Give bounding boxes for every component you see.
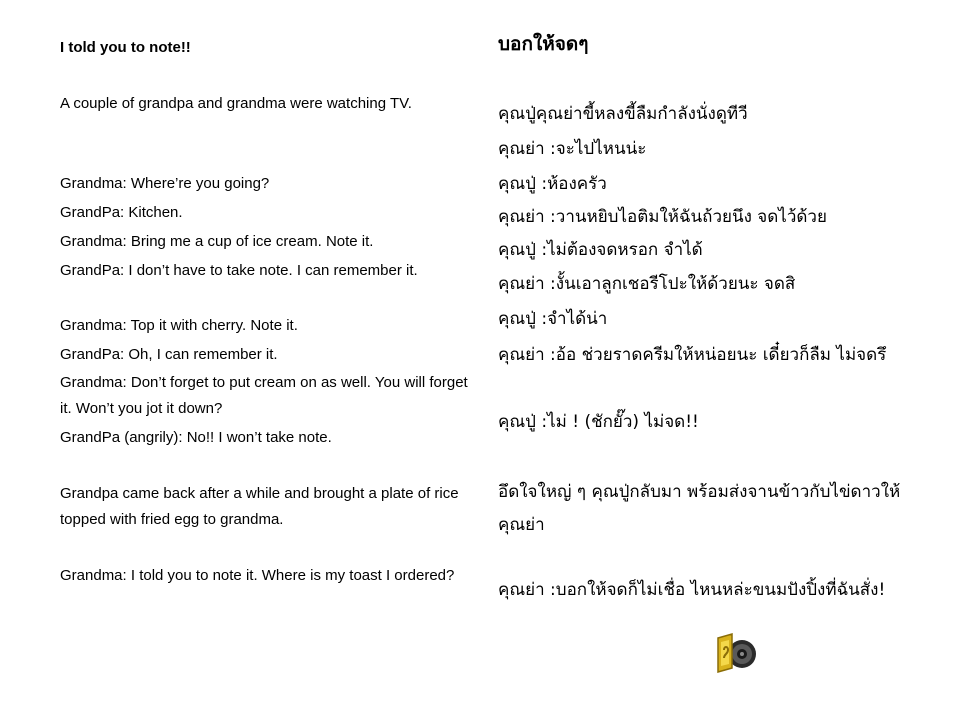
- english-dialogue-6: GrandPa: Oh, I can remember it.: [60, 346, 278, 363]
- thai-dialogue-7: คุณย่า :อ้อ ช่วยราดครีมให้หน่อยนะ เดี๋ยวก็ลืม ไม่จดรึ: [498, 345, 887, 365]
- english-dialogue-4: GrandPa: I don’t have to take note. I can remember it.: [60, 262, 418, 279]
- english-dialogue-3: Grandma: Bring me a cup of ice cream. Note it.: [60, 233, 374, 250]
- english-outro: Grandpa came back after a while and brought a plate of rice topped with fried egg to grandma.: [60, 485, 459, 528]
- english-ending: Grandma: I told you to note it. Where is my toast I ordered?: [60, 567, 455, 584]
- english-intro: A couple of grandpa and grandma were watching TV.: [60, 95, 412, 112]
- thai-dialogue-1: คุณย่า :จะไปไหนน่ะ: [498, 139, 647, 159]
- thai-dialogue-2: คุณปู่ :ห้องครัว: [498, 174, 607, 194]
- english-dialogue-7: Grandma: Don’t forget to put cream on as well. You will forget it. Won’t you jot it down?: [60, 374, 468, 417]
- thai-outro: อึดใจใหญ่ ๆ คุณปู่กลับมา พร้อมส่งจานข้าวกับไข่ดาวให้คุณย่า: [498, 482, 901, 535]
- speaker-icon[interactable]: [712, 628, 760, 676]
- english-dialogue-5: Grandma: Top it with cherry. Note it.: [60, 317, 298, 334]
- thai-dialogue-8: คุณปู่ :ไม่ ! (ชักยั๊ว) ไม่จด!!: [498, 412, 699, 432]
- english-dialogue-2: GrandPa: Kitchen.: [60, 204, 183, 221]
- thai-dialogue-3: คุณย่า :วานหยิบไอติมให้ฉันถ้วยนึง จดไว้ด้วย: [498, 207, 827, 227]
- thai-intro: คุณปู่คุณย่าขี้หลงขี้ลืมกำลังนั่งดูทีวี: [498, 104, 748, 124]
- thai-dialogue-4: คุณปู่ :ไม่ต้องจดหรอก จำได้: [498, 240, 703, 260]
- english-dialogue-1: Grandma: Where’re you going?: [60, 175, 270, 192]
- thai-title: บอกให้จดๆ: [498, 33, 589, 55]
- thai-dialogue-6: คุณปู่ :จำได้น่า: [498, 309, 608, 329]
- thai-dialogue-5: คุณย่า :งั้นเอาลูกเชอรีโปะให้ด้วยนะ จดสิ: [498, 274, 796, 294]
- english-title: I told you to note!!: [60, 39, 191, 56]
- english-dialogue-8: GrandPa (angrily): No!! I won’t take note.: [60, 429, 332, 446]
- thai-ending: คุณย่า :บอกให้จดก็ไม่เชื่อ ไหนหล่ะขนมปังปิ้งที่ฉันสั่ง!: [498, 580, 886, 600]
